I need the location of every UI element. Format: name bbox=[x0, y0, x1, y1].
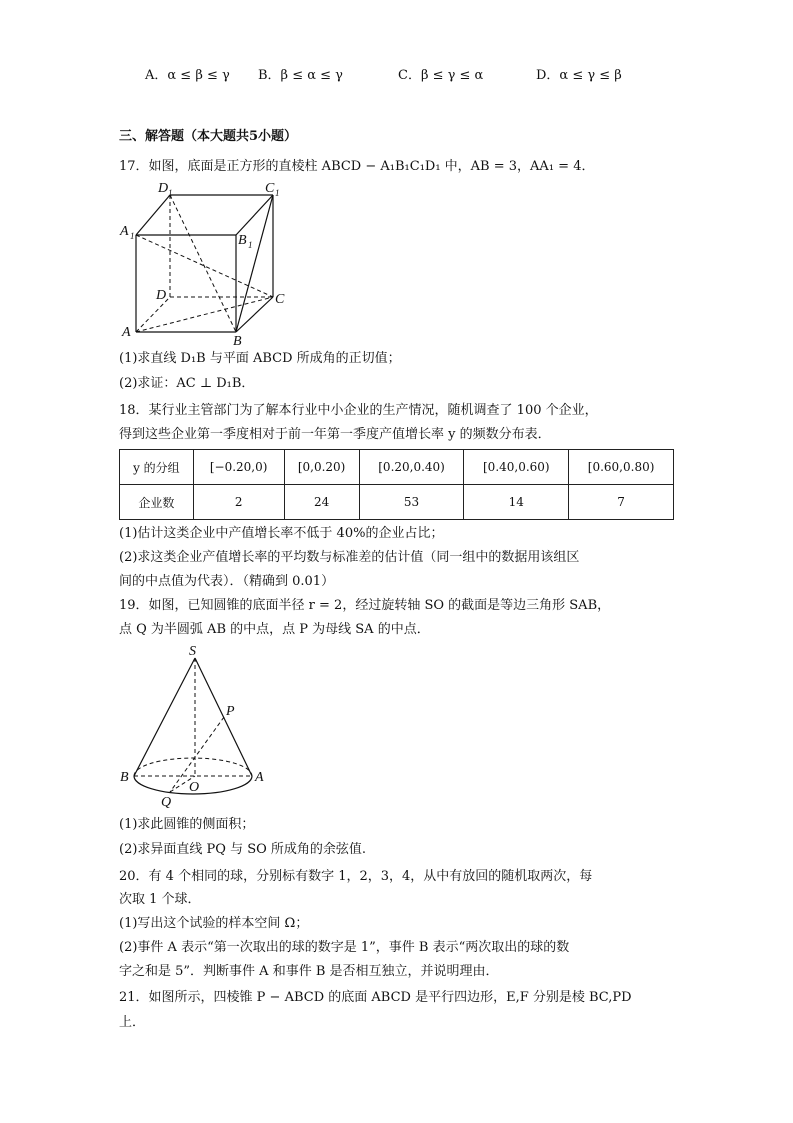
label-c1: C bbox=[265, 181, 275, 196]
q20-line1: 20．有 4 个相同的球，分别标有数字 1，2，3，4，从中有放回的随机取两次，每 bbox=[119, 869, 593, 884]
q18-part1: (1)估计这类企业中产值增长率不低于 40%的企业占比； bbox=[119, 526, 444, 541]
option-b: B．β ≤ α ≤ γ bbox=[258, 68, 343, 83]
label-a1: A bbox=[120, 224, 129, 239]
q19-part2: (2)求异面直线 PQ 与 SO 所成角的余弦值. bbox=[119, 842, 367, 857]
table-row bbox=[120, 450, 674, 485]
q18-line1: 18．某行业主管部门为了解本行业中小企业的生产情况，随机调查了 100 个企业， bbox=[119, 403, 598, 418]
label-p: P bbox=[226, 704, 235, 719]
q20-line2: 次取 1 个球． bbox=[119, 892, 201, 907]
table-row bbox=[120, 485, 674, 520]
section-title: 三、解答题（本大题共5小题） bbox=[119, 129, 298, 144]
table-cell: 7 bbox=[569, 485, 674, 520]
q18-part2-line1: (2)求这类企业产值增长率的平均数与标准差的估计值（同一组中的数据用该组区 bbox=[119, 550, 580, 565]
label-d1: D bbox=[158, 181, 169, 196]
label-o: O bbox=[189, 780, 200, 795]
q20-part2-line2: 字之和是 5”．判断事件 A 和事件 B 是否相互独立，并说明理由． bbox=[119, 964, 499, 979]
frequency-table bbox=[119, 449, 674, 520]
svg-text:1: 1 bbox=[130, 231, 135, 241]
label-a: A bbox=[122, 325, 131, 340]
label-c: C bbox=[275, 292, 285, 307]
label-b: B bbox=[120, 770, 129, 785]
q21-line1: 21．如图所示，四棱锥 P − ABCD 的底面 ABCD 是平行四边形，E,F 分别是棱 BC,PD bbox=[119, 990, 632, 1005]
table-header-label: y 的分组 bbox=[120, 450, 194, 485]
table-cell: 14 bbox=[464, 485, 569, 520]
label-b1: B bbox=[238, 233, 247, 248]
table-cell: [0.20,0.40) bbox=[359, 450, 464, 485]
q17-stem: 17．如图，底面是正方形的直棱柱 ABCD − A₁B₁C₁D₁ 中，AB = 3，AA₁ = 4． bbox=[119, 159, 595, 174]
option-a: A．α ≤ β ≤ γ bbox=[145, 68, 230, 83]
table-row-label: 企业数 bbox=[120, 485, 194, 520]
option-d: D．α ≤ γ ≤ β bbox=[536, 68, 622, 83]
svg-text:1: 1 bbox=[248, 240, 253, 250]
label-d: D bbox=[156, 288, 167, 303]
table-cell: [0.60,0.80) bbox=[569, 450, 674, 485]
label-s: S bbox=[189, 644, 196, 659]
q18-part2-line2: 间的中点值为代表）．（精确到 0.01） bbox=[119, 574, 335, 589]
table-cell: [0.40,0.60) bbox=[464, 450, 569, 485]
prism-figure bbox=[118, 180, 308, 349]
q18-line2: 得到这些企业第一季度相对于前一年第一季度产值增长率 y 的频数分布表． bbox=[119, 427, 551, 442]
q21-line2: 上． bbox=[119, 1015, 146, 1030]
label-a: A bbox=[255, 770, 264, 785]
q20-part1: (1)写出这个试验的样本空间 Ω； bbox=[119, 916, 309, 931]
q19-line1: 19．如图，已知圆锥的底面半径 r = 2，经过旋转轴 SO 的截面是等边三角形 SAB， bbox=[119, 598, 611, 613]
svg-text:1: 1 bbox=[168, 188, 173, 198]
q19-part1: (1)求此圆锥的侧面积； bbox=[119, 817, 255, 832]
svg-text:1: 1 bbox=[275, 188, 280, 198]
q17-part1: (1)求直线 D₁B 与平面 ABCD 所成角的正切值； bbox=[119, 351, 401, 366]
table-cell: [−0.20,0) bbox=[193, 450, 284, 485]
q19-line2: 点 Q 为半圆弧 AB 的中点，点 P 为母线 SA 的中点． bbox=[119, 622, 430, 637]
label-q: Q bbox=[161, 795, 172, 810]
q17-part2: (2)求证：AC ⊥ D₁B． bbox=[119, 376, 255, 391]
option-c: C．β ≤ γ ≤ α bbox=[398, 68, 484, 83]
table-cell: 24 bbox=[284, 485, 359, 520]
label-b: B bbox=[233, 334, 242, 349]
table-cell: [0,0.20) bbox=[284, 450, 359, 485]
q20-part2-line1: (2)事件 A 表示“第一次取出的球的数字是 1”，事件 B 表示“两次取出的球的数 bbox=[119, 940, 570, 955]
table-cell: 53 bbox=[359, 485, 464, 520]
table-cell: 2 bbox=[193, 485, 284, 520]
cone-figure bbox=[118, 640, 278, 810]
